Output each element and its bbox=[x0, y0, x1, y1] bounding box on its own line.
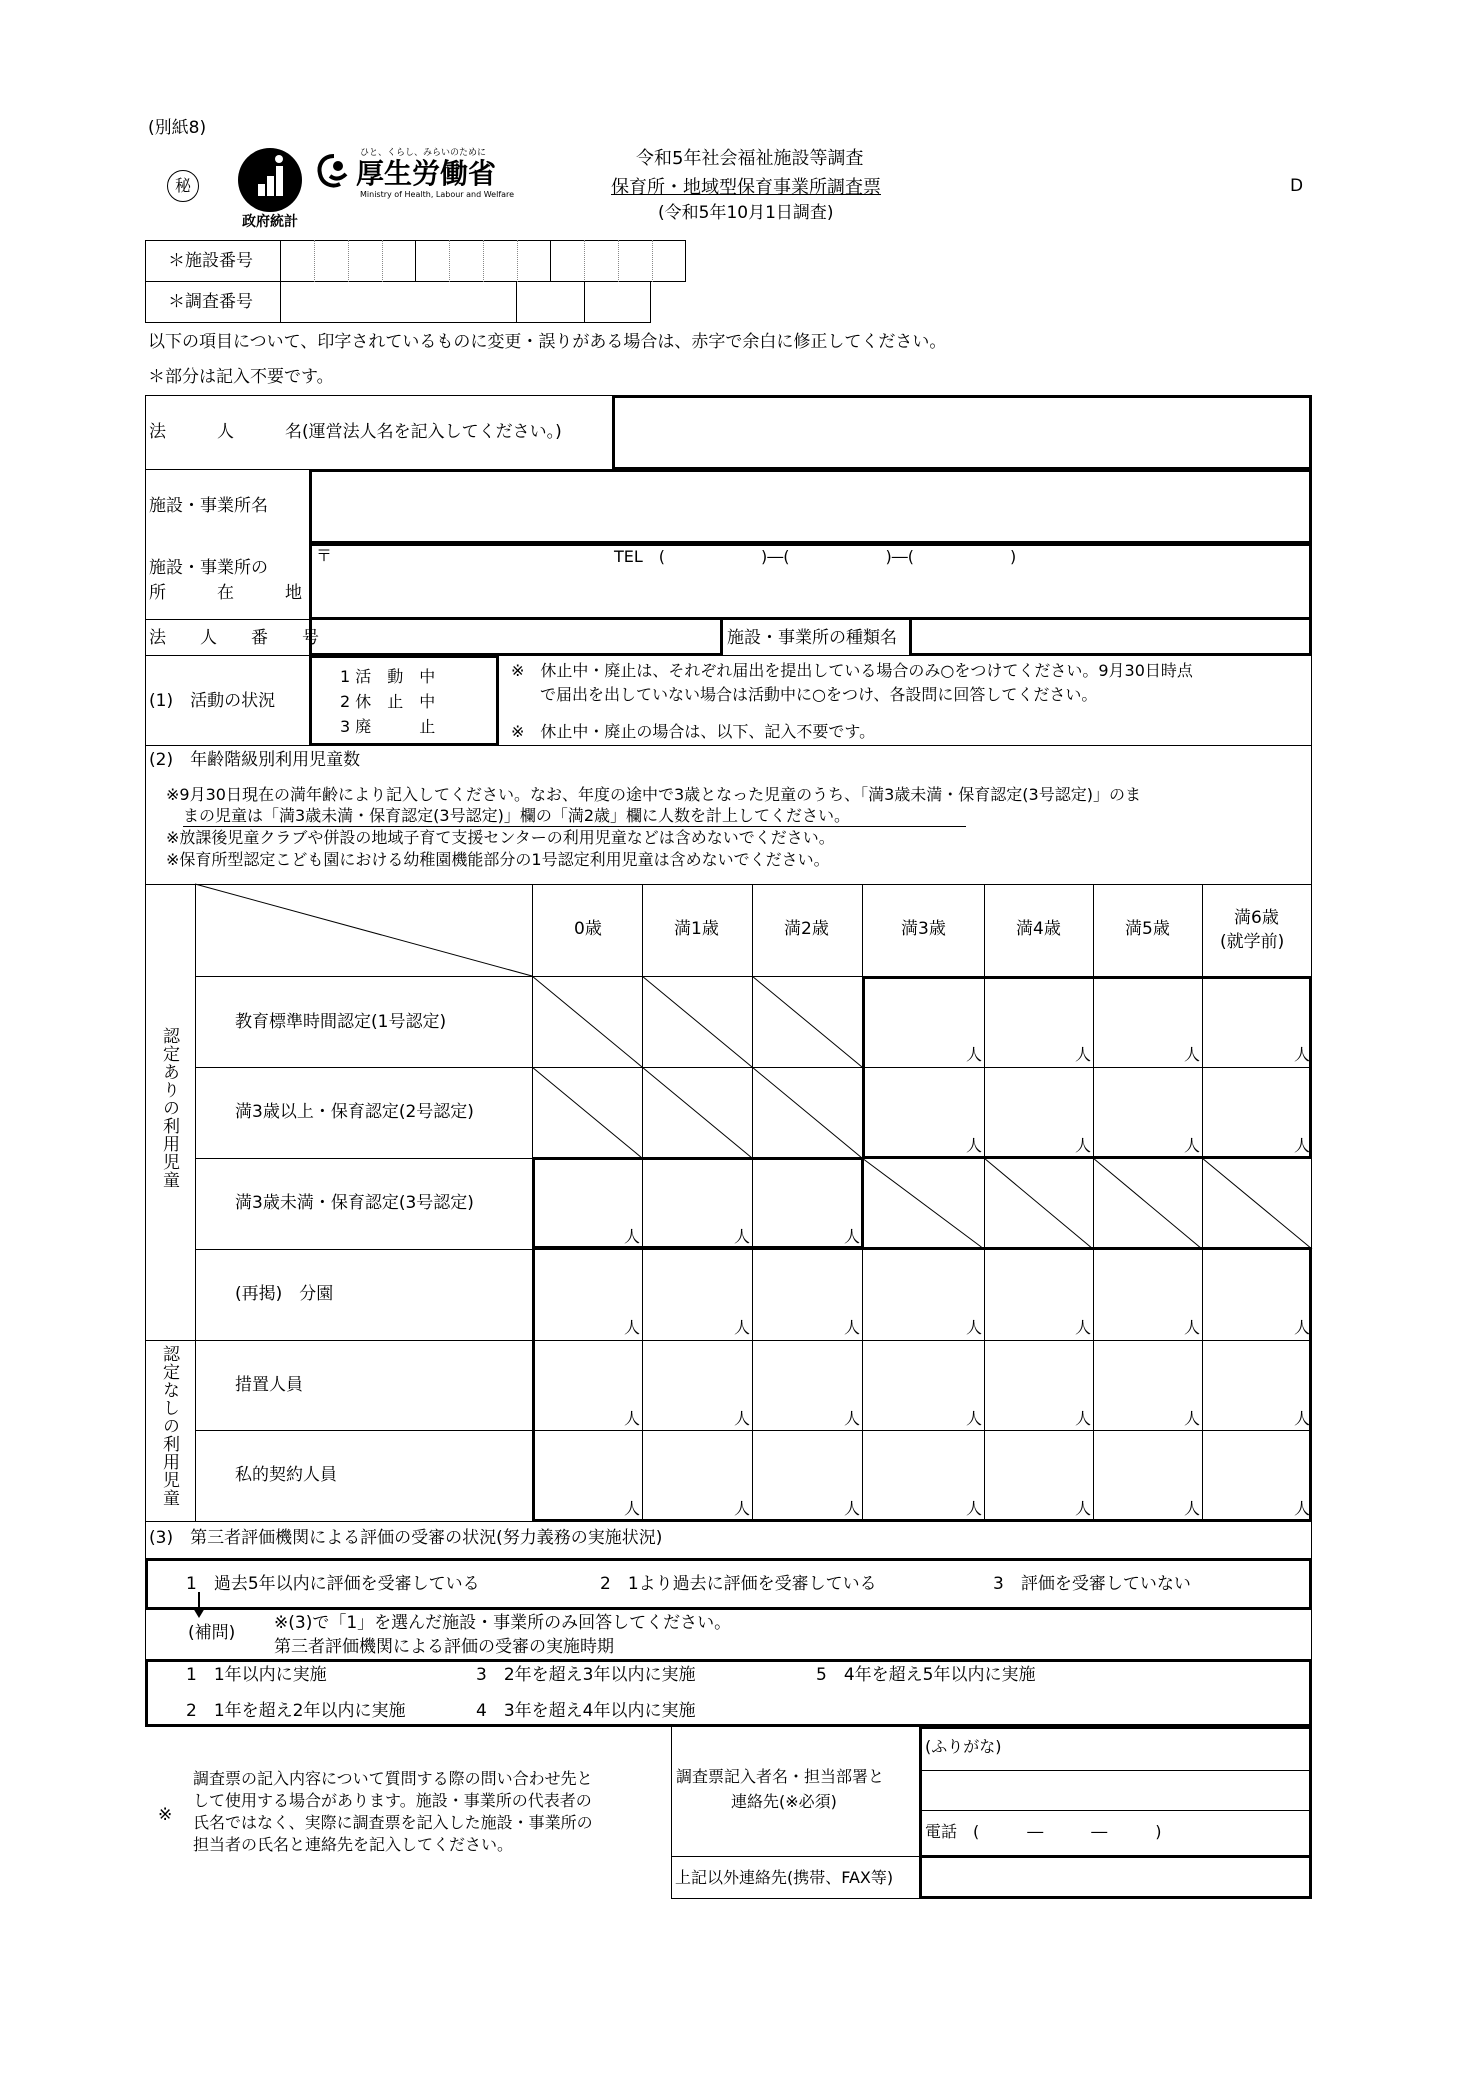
age-note-1b: まの児童は「満3歳未満・保育認定(3号認定)」欄の「満2歳」欄に人数を計上してください。 bbox=[183, 806, 851, 825]
contact-label-1: 調査票記入者名・担当部署と bbox=[676, 1767, 885, 1786]
unit-label: 人 bbox=[1075, 1318, 1092, 1337]
col-age-6-note: (就学前) bbox=[1220, 932, 1285, 952]
unit-label: 人 bbox=[1294, 1318, 1311, 1337]
age-note-2: ※放課後児童クラブや併設の地域子育て支援センターの利用児童などは含めないでください。 bbox=[166, 828, 835, 847]
activity-note-2: ※ 休止中・廃止の場合は、以下、記入不要です。 bbox=[511, 722, 876, 741]
activity-note-1a: ※ 休止中・廃止は、それぞれ届出を提出している場合のみ○をつけてください。9月30日時点 bbox=[511, 661, 1193, 680]
col-age-6: 満6歳 bbox=[1234, 908, 1279, 928]
timing-option-5[interactable]: 5 4年を超え5年以内に実施 bbox=[816, 1665, 1036, 1685]
ministry-tagline: ひと、くらし、みらいのために bbox=[360, 148, 487, 158]
unit-label: 人 bbox=[734, 1227, 751, 1246]
unit-label: 人 bbox=[966, 1318, 983, 1337]
timing-option-3[interactable]: 3 2年を超え3年以内に実施 bbox=[476, 1665, 696, 1685]
unit-label: 人 bbox=[624, 1499, 641, 1518]
unit-label: 人 bbox=[966, 1499, 983, 1518]
evaluation-option-2[interactable]: 2 1より過去に評価を受審している bbox=[600, 1574, 877, 1594]
col-age-0: 0歳 bbox=[574, 919, 602, 939]
unit-label: 人 bbox=[844, 1318, 861, 1337]
unit-label: 人 bbox=[966, 1136, 983, 1155]
col-age-5: 満5歳 bbox=[1125, 919, 1170, 939]
survey-date: (令和5年10月1日調査) bbox=[658, 203, 834, 223]
contact-note-1: 調査票の記入内容について質問する際の問い合わせ先と bbox=[193, 1769, 593, 1788]
col-age-1: 満1歳 bbox=[674, 919, 719, 939]
unit-label: 人 bbox=[1294, 1136, 1311, 1155]
instruction-line-2: ＊部分は記入不要です。 bbox=[148, 367, 334, 387]
timing-option-2[interactable]: 2 1年を超え2年以内に実施 bbox=[186, 1701, 406, 1721]
other-contact-label: 上記以外連絡先(携帯、FAX等) bbox=[675, 1868, 894, 1887]
activity-option-closed[interactable]: 3 廃 止 bbox=[340, 717, 436, 736]
age-section-title: (2) 年齢階級別利用児童数 bbox=[149, 750, 361, 770]
unit-label: 人 bbox=[1075, 1409, 1092, 1428]
evaluation-title: (3) 第三者評価機関による評価の受審の状況(努力義務の実施状況) bbox=[149, 1528, 663, 1548]
unit-label: 人 bbox=[734, 1499, 751, 1518]
activity-label: (1) 活動の状況 bbox=[149, 691, 276, 711]
contact-note-4: 担当者の氏名と連絡先を記入してください。 bbox=[193, 1835, 514, 1854]
unit-label: 人 bbox=[624, 1318, 641, 1337]
row-type-2: 満3歳以上・保育認定(2号認定) bbox=[235, 1102, 474, 1122]
supplementary-title: 第三者評価機関による評価の受審の実施時期 bbox=[274, 1637, 614, 1657]
contact-label-2: 連絡先(※必須) bbox=[731, 1792, 837, 1811]
ministry-en-name: Ministry of Health, Labour and Welfare bbox=[360, 190, 515, 199]
row-type-3: 満3歳未満・保育認定(3号認定) bbox=[235, 1193, 474, 1213]
unit-label: 人 bbox=[844, 1499, 861, 1518]
activity-note-1b: で届出を出していない場合は活動中に○をつけ、各設問に回答してください。 bbox=[540, 685, 1098, 704]
unit-label: 人 bbox=[1294, 1045, 1311, 1064]
unit-label: 人 bbox=[966, 1409, 983, 1428]
age-note-3: ※保育所型認定こども園における幼稚園機能部分の1号認定利用児童は含めないでください。 bbox=[166, 850, 830, 869]
row-placement: 措置人員 bbox=[235, 1375, 303, 1395]
row-type-1: 教育標準時間認定(1号認定) bbox=[235, 1012, 447, 1032]
unit-label: 人 bbox=[966, 1045, 983, 1064]
gov-stats-label: 政府統計 bbox=[242, 214, 298, 230]
survey-number-label: ＊調査番号 bbox=[168, 292, 253, 312]
address-label-2: 所 在 地 bbox=[149, 583, 302, 603]
evaluation-option-3[interactable]: 3 評価を受審していない bbox=[993, 1574, 1191, 1594]
age-note-1a: ※9月30日現在の満年齢により記入してください。なお、年度の途中で3歳となった児童のうち、「満3歳未満・保育認定(3号認定)」のま bbox=[166, 785, 1141, 804]
furigana-label: (ふりがな) bbox=[925, 1737, 1002, 1756]
row-branch: (再掲) 分園 bbox=[235, 1284, 334, 1304]
unit-label: 人 bbox=[734, 1318, 751, 1337]
col-age-4: 満4歳 bbox=[1016, 919, 1061, 939]
survey-title: 令和5年社会福祉施設等調査 bbox=[636, 148, 864, 169]
contact-mark: ※ bbox=[158, 1805, 173, 1825]
form-title: 保育所・地域型保育事業所調査票 bbox=[611, 177, 881, 198]
instruction-line-1: 以下の項目について、印字されているものに変更・誤りがある場合は、赤字で余白に修正してください。 bbox=[148, 332, 947, 352]
unit-label: 人 bbox=[1075, 1136, 1092, 1155]
unit-label: 人 bbox=[1184, 1409, 1201, 1428]
unit-label: 人 bbox=[1184, 1045, 1201, 1064]
phone-label: 電話 ( ― ― ) bbox=[925, 1822, 1162, 1841]
unit-label: 人 bbox=[1184, 1499, 1201, 1518]
unit-label: 人 bbox=[624, 1409, 641, 1428]
row-private-contract: 私的契約人員 bbox=[235, 1465, 337, 1485]
corp-name-label: 法 人 名(運営法人名を記入してください。) bbox=[149, 422, 562, 442]
tel-label: TEL ( )―( )―( ) bbox=[614, 547, 1017, 566]
secret-mark: 秘 bbox=[167, 170, 199, 202]
contact-note-3: 氏名ではなく、実際に調査票を記入した施設・事業所の bbox=[193, 1813, 593, 1832]
timing-option-4[interactable]: 4 3年を超え4年以内に実施 bbox=[476, 1701, 696, 1721]
supplementary-note: ※(3)で「1」を選んだ施設・事業所のみ回答してください。 bbox=[274, 1613, 732, 1633]
unit-label: 人 bbox=[844, 1227, 861, 1246]
unit-label: 人 bbox=[1184, 1136, 1201, 1155]
corp-number-label: 法 人 番 号 bbox=[149, 628, 319, 648]
facility-type-label: 施設・事業所の種類名 bbox=[727, 628, 897, 648]
unit-label: 人 bbox=[1075, 1499, 1092, 1518]
unit-label: 人 bbox=[1294, 1499, 1311, 1518]
other-contact-input[interactable] bbox=[919, 1855, 1312, 1899]
unit-label: 人 bbox=[734, 1409, 751, 1428]
ministry-name: 厚生労働省 bbox=[356, 157, 497, 190]
unit-label: 人 bbox=[1294, 1409, 1311, 1428]
unit-label: 人 bbox=[624, 1227, 641, 1246]
postal-mark: 〒 bbox=[316, 546, 333, 565]
contact-note-2: して使用する場合があります。施設・事業所の代表者の bbox=[193, 1791, 592, 1810]
col-age-2: 満2歳 bbox=[784, 919, 829, 939]
facility-number-label: ＊施設番号 bbox=[168, 251, 253, 271]
timing-option-1[interactable]: 1 1年以内に実施 bbox=[186, 1665, 327, 1685]
unit-label: 人 bbox=[1184, 1318, 1201, 1337]
group-without-cert: 認定なしの利用児童 bbox=[159, 1345, 179, 1507]
unit-label: 人 bbox=[844, 1409, 861, 1428]
unit-label: 人 bbox=[1075, 1045, 1092, 1064]
appendix-label: (別紙8) bbox=[148, 118, 207, 138]
supplementary-label: (補問) bbox=[188, 1623, 236, 1643]
evaluation-option-1[interactable]: 1 過去5年以内に評価を受審している bbox=[186, 1574, 480, 1594]
facility-name-label: 施設・事業所名 bbox=[149, 496, 268, 516]
form-code: D bbox=[1290, 176, 1304, 196]
col-age-3: 満3歳 bbox=[901, 919, 946, 939]
address-label-1: 施設・事業所の bbox=[149, 558, 268, 578]
activity-option-suspended[interactable]: 2 休 止 中 bbox=[340, 692, 436, 711]
activity-option-active[interactable]: 1 活 動 中 bbox=[340, 667, 436, 686]
group-with-cert: 認定ありの利用児童 bbox=[159, 1027, 179, 1189]
